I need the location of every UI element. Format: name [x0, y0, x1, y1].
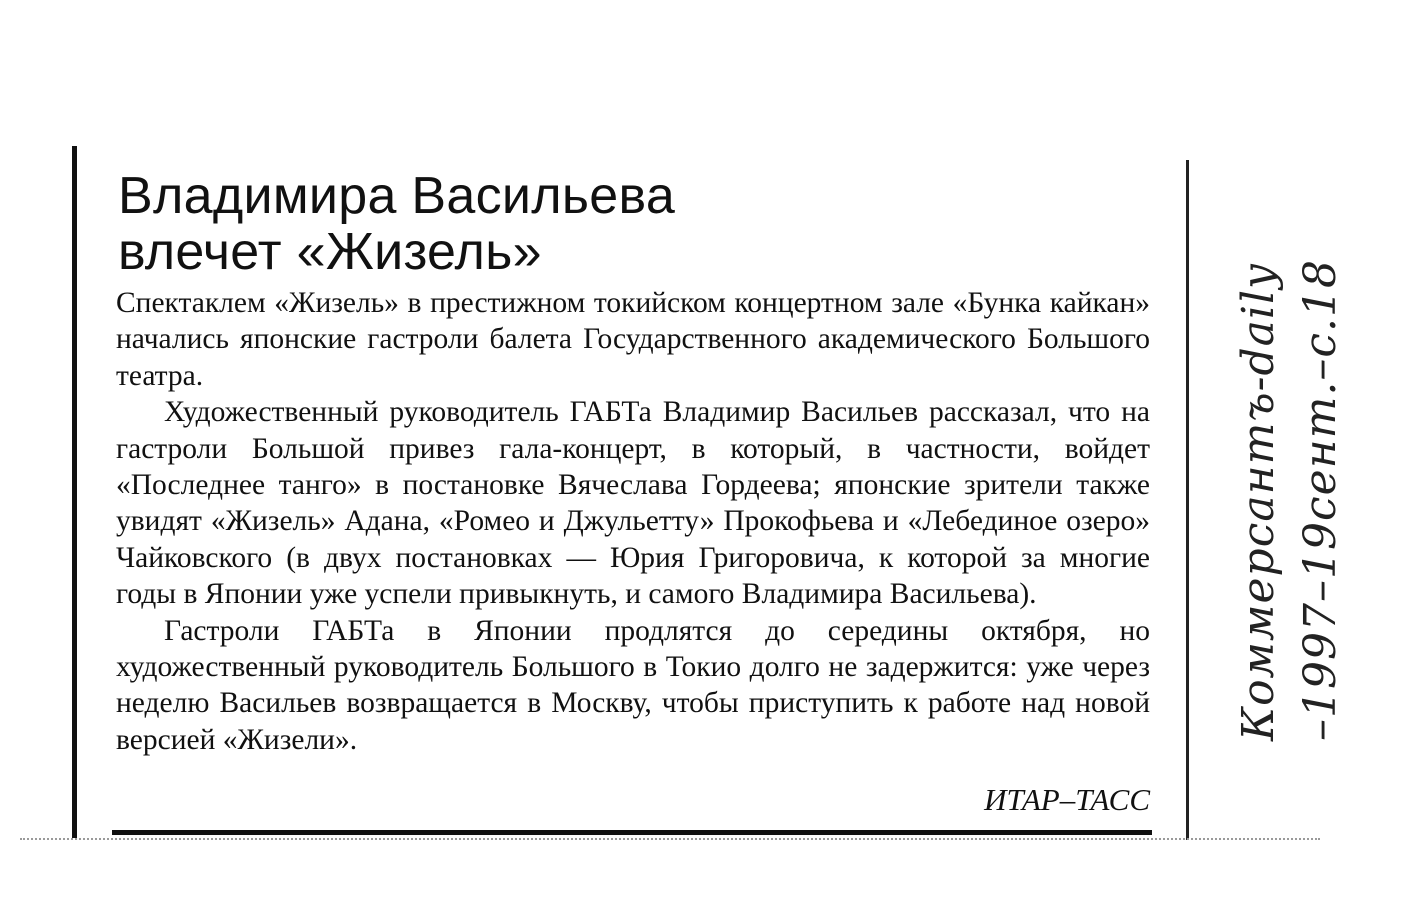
headline-line-1: Владимира Васильева	[118, 167, 676, 225]
source-date-page: –1997–19сент.–с.18	[1295, 259, 1346, 741]
scan-edge-line	[20, 838, 1320, 840]
news-agency-byline: ИТАР–ТАСС	[984, 782, 1150, 817]
article-body	[116, 285, 1150, 758]
clipping-edge	[1186, 160, 1189, 840]
left-column-rule	[72, 146, 77, 838]
body-paragraph: Гастроли ГАБТа в Японии продлятся до середины октября, но художественный руководитель Большого в Токио долго не задержится: уже через неделю Васильев возвращается в Москву, чтобы приступить к работе над новой версией «Жизели».	[116, 614, 1150, 756]
bottom-rule	[112, 830, 1152, 835]
headline-line-2: влечет «Жизель»	[118, 223, 542, 281]
article-headline	[118, 168, 675, 280]
source-publication: Коммерсантъ-daily	[1233, 263, 1284, 741]
lead-paragraph: Спектаклем «Жизель» в престижном токийском концертном зале «Бунка кайкан» начались японские гастроли балета Государственного академического Большого театра.	[116, 287, 1150, 392]
body-paragraph: Художественный руководитель ГАБТа Владимир Васильев рассказал, что на гастроли Большой привез гала-концерт, в который, в частности, войдет «Последнее танго» в постановке Вячеслава Гордеева; японские зрители также увидят «Жизель» Адана, «Ромео и Джульетту» Прокофьева и «Лебединое озеро» Чайковского (в двух постановках — Юрия Григоровича, к которой за многие годы в Японии уже успели привыкнуть, и самого Владимира Васильева).	[116, 396, 1150, 611]
handwritten-source-note	[1228, 259, 1352, 741]
